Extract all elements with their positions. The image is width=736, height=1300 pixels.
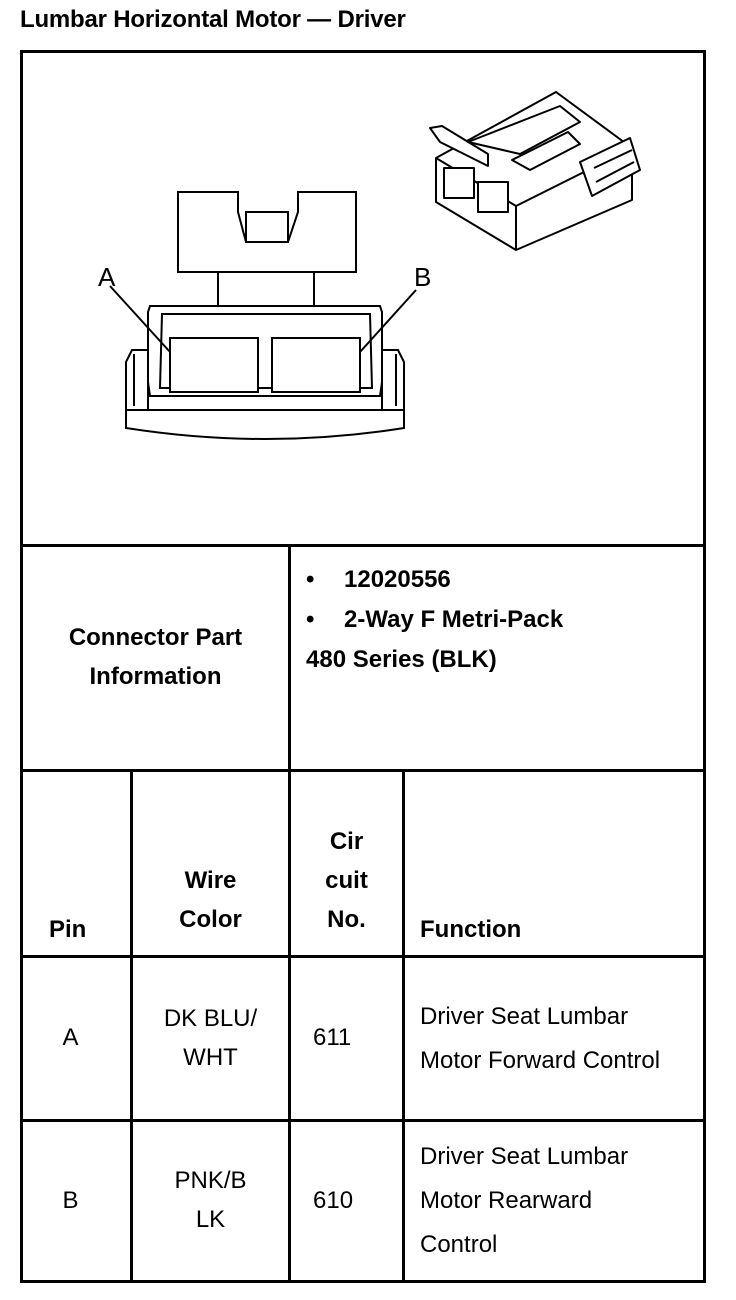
- part-item: • 12020556: [306, 566, 451, 593]
- label-a: A: [98, 262, 116, 292]
- header-pin: Pin: [49, 916, 87, 944]
- part-list: [306, 560, 701, 640]
- row-b-circuit: 610: [313, 1186, 354, 1214]
- row-b-pin: B: [62, 1186, 79, 1214]
- header-circuit: Cir cuit No.: [325, 828, 368, 934]
- part-type: 2-Way F Metri-Pack: [344, 606, 564, 633]
- row-b-wire-color: PNK/B LK: [174, 1167, 247, 1233]
- header-wire-color: Wire Color: [179, 867, 242, 934]
- connector-info-value: [306, 560, 701, 765]
- connector-info-label: Connector Part Information: [68, 624, 243, 690]
- header-function: Function: [420, 916, 522, 944]
- row-b-function: Driver Seat Lumbar Motor Rearward Control: [420, 1143, 629, 1258]
- connector-diagram: [20, 50, 706, 545]
- border-bottom: [20, 1280, 706, 1283]
- page-title: Lumbar Horizontal Motor — Driver: [20, 6, 406, 33]
- row-a-circuit: 611: [313, 1024, 352, 1052]
- row-a-wire-color: DK BLU/ WHT: [163, 1004, 258, 1071]
- part-number: 12020556: [344, 566, 451, 593]
- connector-table: [20, 50, 706, 1283]
- part-series: 480 Series (BLK): [306, 646, 497, 673]
- part-item: • 2-Way F Metri-Pack: [306, 606, 564, 633]
- row-a-function: Driver Seat Lumbar Motor Forward Control: [420, 1002, 661, 1074]
- label-b: B: [414, 262, 432, 292]
- row-a-pin: A: [62, 1024, 79, 1052]
